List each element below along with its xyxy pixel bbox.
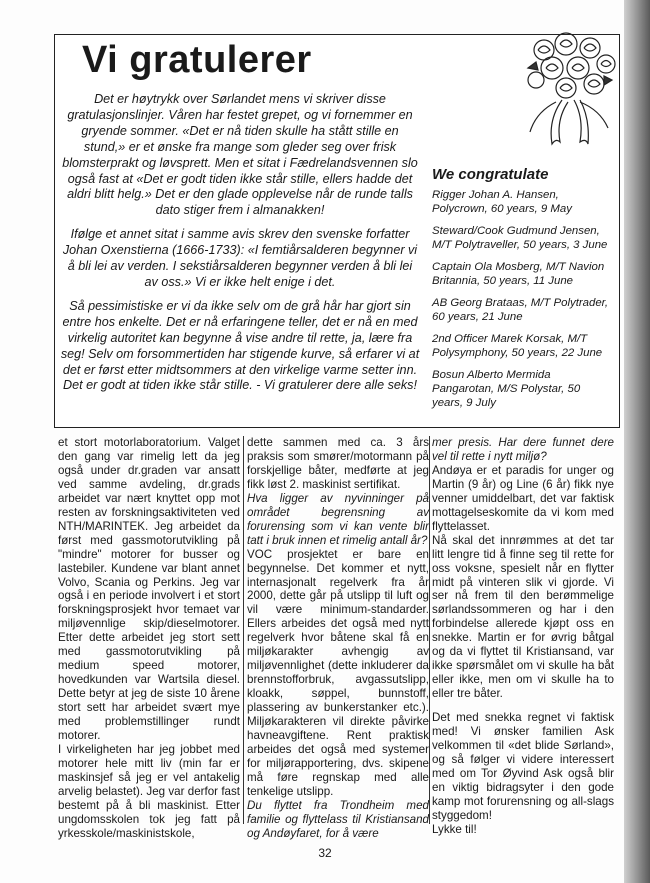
column-3-closing: Lykke til!: [432, 822, 477, 836]
list-item: Captain Ola Mosberg, M/T Navion Britannia, 50 years, 11 June: [432, 261, 605, 287]
column-divider: [243, 436, 244, 824]
article-column-1: [58, 436, 240, 841]
page-number: 32: [318, 846, 332, 860]
column-divider: [429, 436, 430, 824]
column-3-paragraph-2: Nå skal det innrømmes at det tar litt lengre tid å finne seg til rette for oss voksne, spesielt når en flytter midt på vinteren slik vi gjorde. Vi ser nå frem til den berømmelige sørlandssommeren og har i den forbindelse allerede kjøpt oss en snekke. Martin er for øvrig båtgal og da vi flyttet til Kristiansand, var ikke spørsmålet om vi skulle ha båt eller ikke, men om vi skulle ha to eller tre båter.: [432, 533, 614, 701]
intro-paragraph-3: Så pessimistiske er vi da ikke selv om de grå hår har gjort sin entre hos enkelte. Det er nå erfaringene teller, det er nå en med virkelig autoritet kan begynne å vise andre til rette, ja, lære fra seg! Selv om forsommertiden har stigende kurve, så erfarer vi at det er først etter midtsommers at den virkelige varme setter inn. Det er godt at tiden ikke står stille. - Vi gratulerer dere alle seks!: [60, 298, 420, 393]
article-column-3: [432, 436, 614, 837]
list-item: 2nd Officer Marek Korsak, M/T Polysymphony, 50 years, 22 June: [432, 333, 603, 359]
list-item: AB Georg Brataas, M/T Polytrader, 60 years, 21 June: [432, 297, 608, 323]
page-title: Vi gratulerer: [82, 39, 312, 81]
intro-paragraph-2: Ifølge et annet sitat i samme avis skrev den svenske forfatter Johan Oxenstierna (1666-1733): «I femtiårsalderen begynner vi å bli lei av verden. I sekstiårsalderen begynner verden å bli lei av oss.» Vi er ikke helt enige i det.: [62, 227, 418, 289]
intro-paragraph-1: Det er høytrykk over Sørlandet mens vi skriver disse gratulasjonslinjer. Våren har festet grepet, og vi fornemmer en gryende sommer. «Det er nå tiden skulle ha stått stille en stund,» er et ønske fra mange som gleder seg over frisk blomsterprakt og løvsprett. Men et sitat i Fædrelandsvennen slo også fast at «Det er godt tiden ikke står stille, ellers hadde det aldri blitt helg.» Det er den glade opplevelse når de runde talls dato stiger frem i almanakken!: [62, 92, 418, 218]
we-congratulate-list: [432, 166, 612, 418]
we-congratulate-heading: We congratulate: [432, 166, 549, 183]
list-item: Steward/Cook Gudmund Jensen, M/T Polytraveller, 50 years, 3 June: [432, 225, 608, 251]
page-edge-shadow: [624, 0, 650, 883]
rose-bouquet-icon: [522, 28, 618, 154]
article-column-2: [247, 436, 429, 841]
interview-question: Hva ligger av nyvinninger på området begrensning av forurensing som vi kan vente blir tatt i bruk innen et rimelig antall år?: [247, 491, 429, 547]
interview-question: Du flyttet fra Trondheim med familie og flyttelass til Kristiansand og Andøyfaret, for å være: [247, 798, 429, 840]
list-item: Rigger Johan A. Hansen, Polycrown, 60 years, 9 May: [432, 189, 572, 215]
column-1-paragraph-1: et stort motorlaboratorium. Valget den gang var rimelig lett da jeg også under dr.graden var ansatt ved samme avdeling, dr.grads arbeidet var nært knyttet opp mot resten av forskningsaktiviteten ved NTH/MARINTEK. Jeg arbeidet da først med gassmotorutvikling på "mindre" motorer for busser og lastebiler. Kundene var blant annet Volvo, Scania og Perkins. Jeg var også i en periode involvert i et stort forskningsprosjekt hvor temaet var miljøvennlige skip/dieselmotorer. Etter dette arbeidet jeg stort sett med gassmotorutvikling på medium speed motorer, hovedkunden var Wartsila diesel. Dette betyr at jeg de siste 10 årene stort sett har arbeidet svært mye med problemstillinger rundt motorer.: [58, 436, 240, 743]
column-1-paragraph-2: I virkeligheten har jeg jobbet med motorer hele mitt liv (min far er maskinsjef så jeg er vel antakelig arvelig belastet). Jeg var derfor fast bestemt på å bli maskinist. Etter ungdomsskolen tok jeg fatt på yrkesskole/maskinistskole,: [58, 742, 240, 840]
column-2-paragraph-1: dette sammen med ca. 3 års praksis som smører/motormann på forskjellige båter, medførte at jeg fikk løst 2. maskinist sertifikat.: [247, 436, 429, 491]
column-2-paragraph-2: VOC prosjektet er bare en begynnelse. Det kommer et nytt, internasjonalt regelverk fra år 2000, dette går på utslipp til luft og vil være minimum-standarder. Ellers arbeides det også med nytt regelverk hvor båtene skal få en miljøkarakter avhengig av miljøvennlighet (dette inkluderer da brennstofforbruk, avgassutslipp, kloakk, søppel, bunnstoff, plassering av bunkerstanker etc.). Miljøkarakteren vil direkte påvirke havneavgiftene. Rent praktisk arbeides det også med systemer for miljørapportering, dvs. skipene må føre regnskap med alle tenkelige utslipp.: [247, 547, 429, 798]
column-3-paragraph-3: Det med snekka regnet vi faktisk med! Vi ønsker familien Ask velkommen til «det blide Sørland», og så følger vi videre interessert med om Tor Øyvind Ask også blir en viktig bidragsyter i den gode kamp mot forurensning og all-slags styggedom!: [432, 711, 614, 822]
column-3-paragraph-1: Andøya er et paradis for unger og Martin (9 år) og Line (6 år) fikk nye venner umiddelbart, det var faktisk mottagelseskomite da vi kom med flyttelasset.: [432, 463, 614, 533]
list-item: Bosun Alberto Mermida Pangarotan, M/S Polystar, 50 years, 9 July: [432, 369, 581, 409]
intro-text: [60, 92, 420, 402]
interview-question: mer presis. Har dere funnet dere vel til rette i nytt miljø?: [432, 436, 614, 463]
